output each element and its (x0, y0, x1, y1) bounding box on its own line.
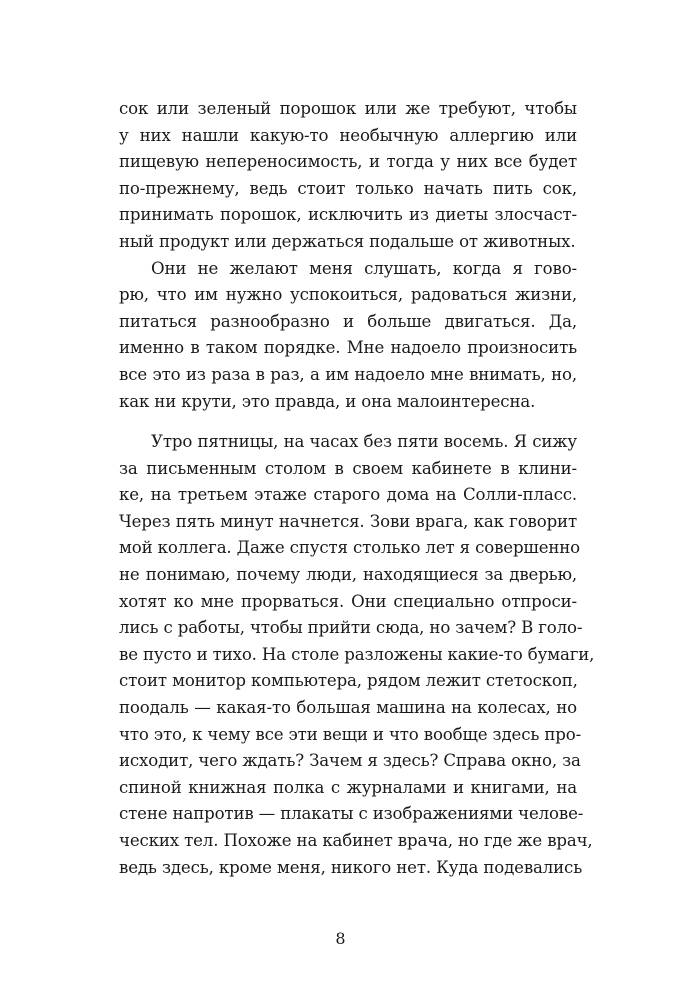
text-line: питаться разнообразно и больше двигаться. Да, (119, 311, 577, 331)
text-line: спиной книжная полка с журналами и книгами, на (119, 777, 577, 797)
text-line: Утро пятницы, на часах без пяти восемь. Я сижу (151, 432, 577, 451)
text-line: Через пять минут начнется. Зови врага, как говорит (119, 511, 577, 531)
text-line: как ни крути, это правда, и она малоинтересна. (119, 391, 536, 411)
text-block-1 (119, 96, 577, 415)
text-line: что это, к чему все эти вещи и что вообще здесь про- (119, 724, 582, 744)
text-line: хотят ко мне прорваться. Они специально отпроси- (119, 591, 577, 611)
text-line: ческих тел. Похоже на кабинет врача, но где же врач, (119, 830, 593, 850)
text-line: стене напротив — плакаты с изображениями челове- (119, 804, 584, 824)
text-line: за письменным столом в своем кабинете в клини- (119, 458, 577, 478)
text-line: исходит, чего ждать? Зачем я здесь? Справа окно, за (119, 751, 581, 771)
text-line: мой коллега. Даже спустя столько лет я совершенно (119, 538, 581, 558)
text-line: стоит монитор компьютера, рядом лежит стетоскоп, (119, 671, 578, 691)
text-line: не понимаю, почему люди, находящиеся за дверью, (119, 564, 577, 584)
text-line: именно в таком порядке. Мне надоело произносить (119, 338, 577, 358)
page-number: 8 (335, 929, 346, 948)
text-line: ведь здесь, кроме меня, никого нет. Куда подевались (119, 857, 583, 877)
text-line: поодаль — какая-то большая машина на колесах, но (119, 697, 577, 717)
text-line: пищевую непереносимость, и тогда у них все будет (119, 152, 577, 172)
text-line: Они не желают меня слушать, когда я гово- (151, 258, 577, 278)
text-line: ке, на третьем этаже старого дома на Солли-пласс. (119, 485, 577, 505)
text-line: принимать порошок, исключить из диеты злосчаст- (119, 205, 577, 225)
text-line: сок или зеленый порошок или же требуют, чтобы (119, 99, 577, 118)
text-line: у них нашли какую-то необычную аллергию или (119, 125, 577, 145)
text-line: ве пусто и тихо. На столе разложены какие-то бумаги, (119, 644, 595, 664)
text-line: ный продукт или держаться подальше от животных. (119, 231, 576, 251)
text-line: все это из раза в раз, а им надоело мне внимать, но, (119, 364, 577, 384)
text-block-2 (119, 429, 595, 881)
text-line: рю, что им нужно успокоиться, радоваться жизни, (119, 285, 577, 305)
text-line: по-прежнему, ведь стоит только начать пить сок, (119, 178, 577, 198)
text-line: лись с работы, чтобы прийти сюда, но зачем? В голо- (119, 618, 583, 638)
